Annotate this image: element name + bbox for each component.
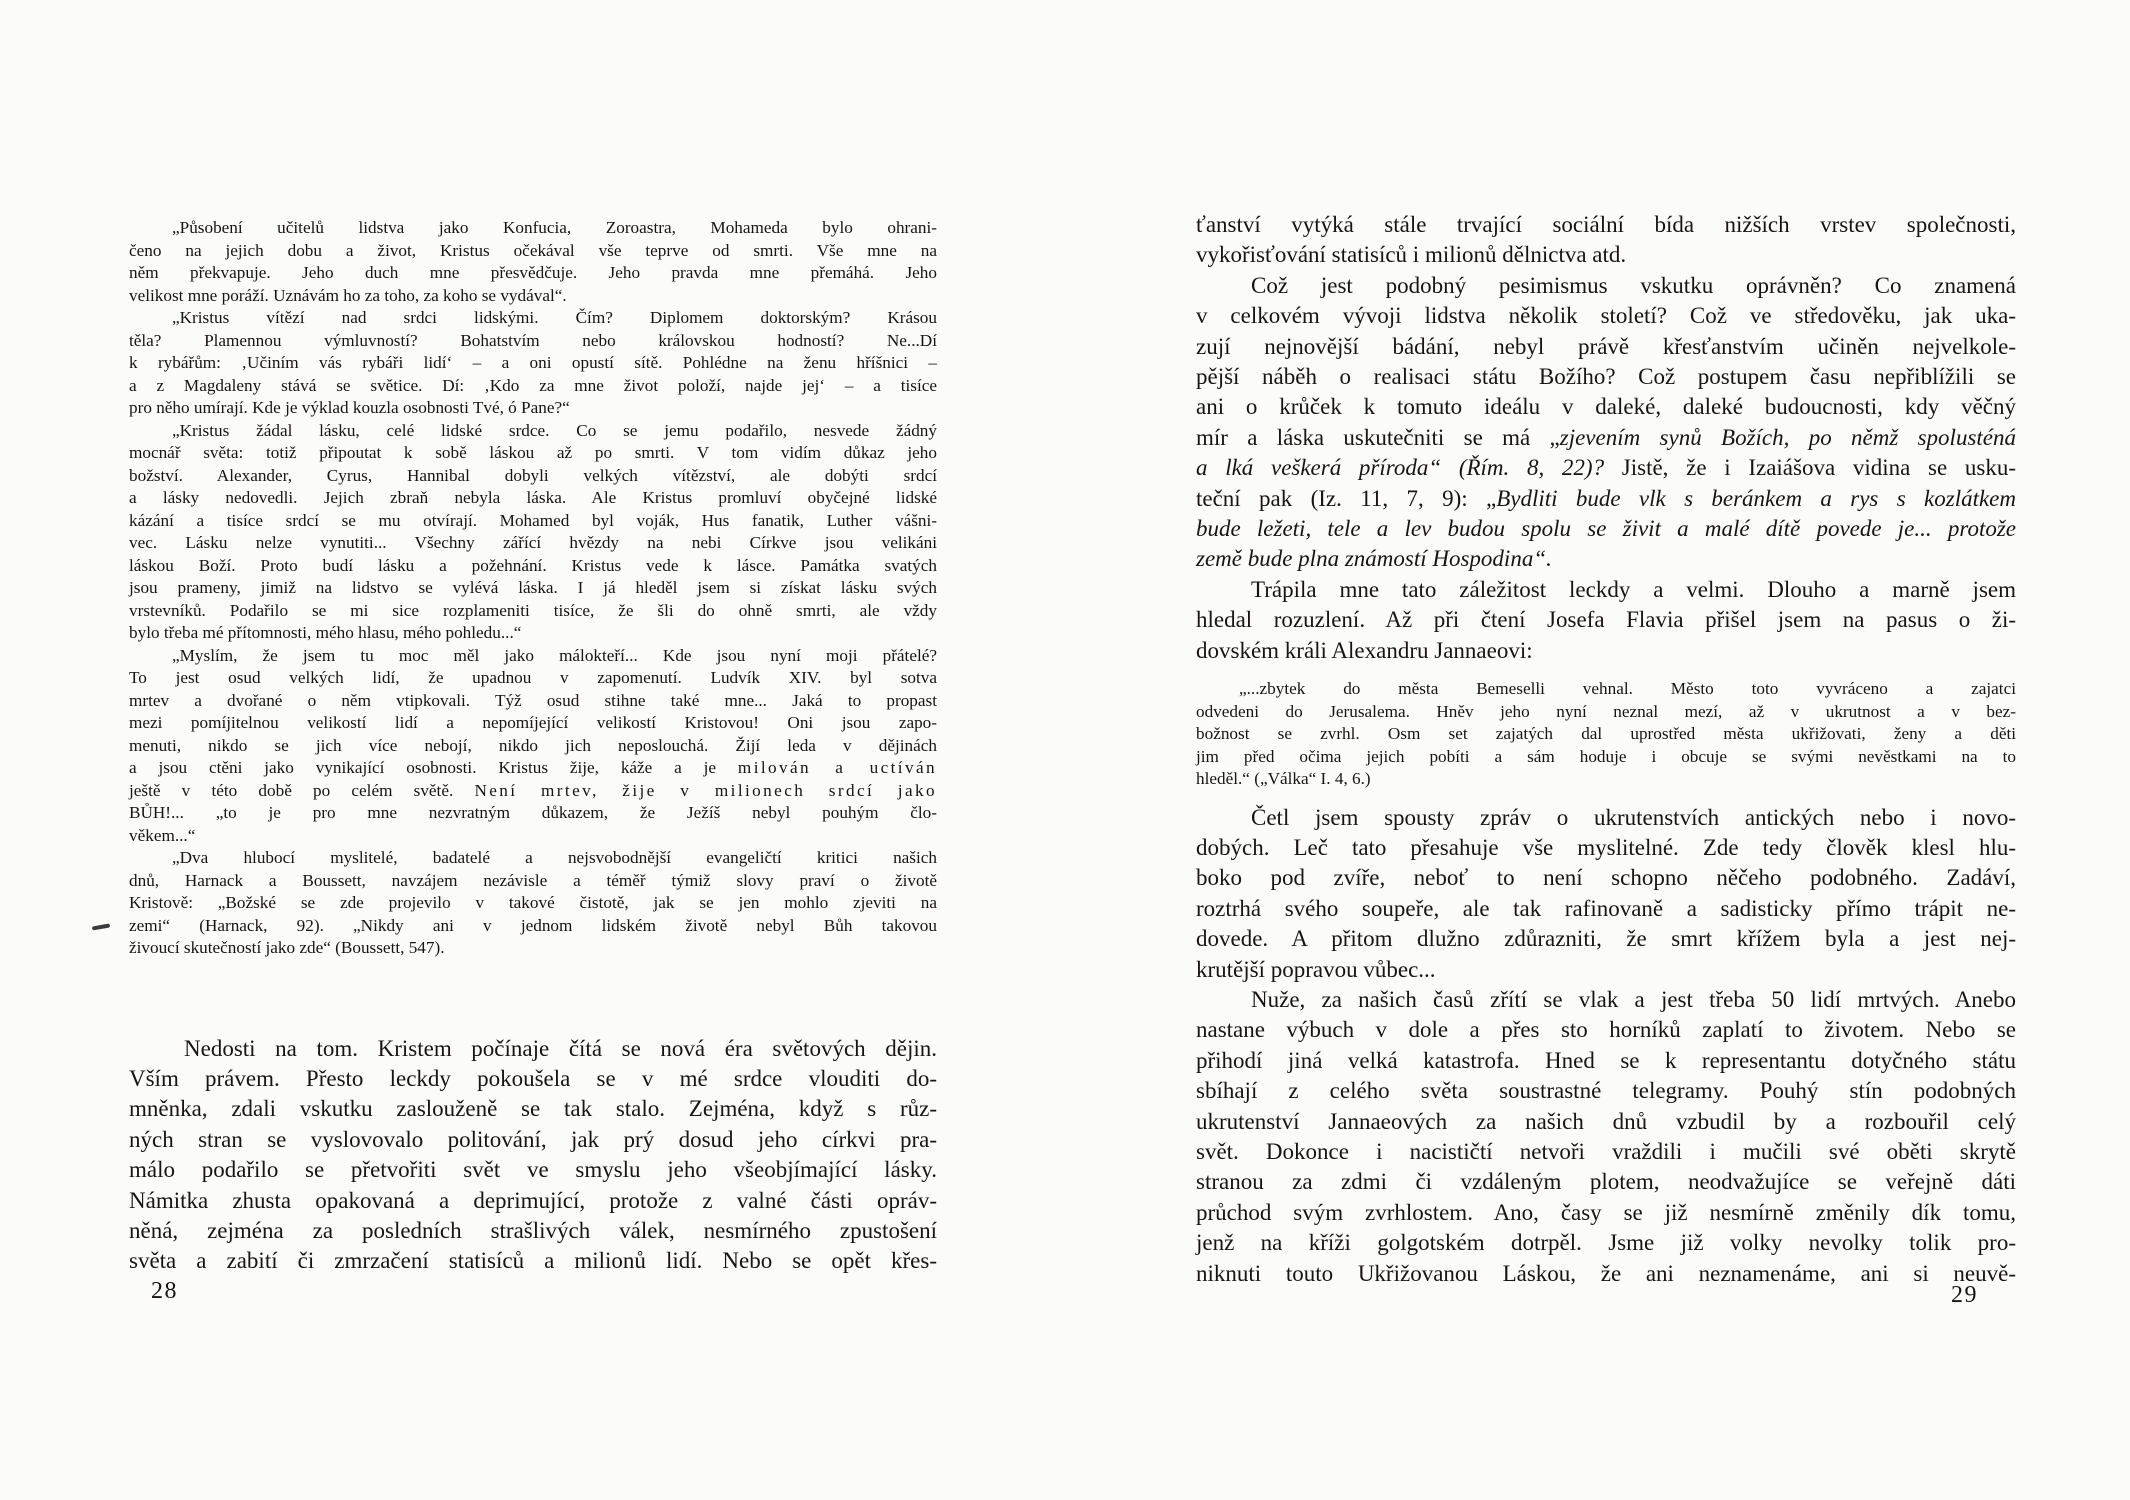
text-line: [1196, 392, 2016, 422]
text-line: [129, 645, 937, 668]
italic-text: země bude plna známostí Hospodina“.: [1196, 546, 1552, 572]
letterspaced-text: Není mrtev, žije v milionech srdcí jako: [474, 780, 937, 800]
text-segment: přihodí jiná velká katastrofa. Hned se k representantu dotyčného státu: [1196, 1047, 2016, 1073]
text-line: [129, 352, 937, 375]
text-segment: Kristově: „Božské se zde projevilo v takové čistotě, jak se jen mohlo zjeviti na: [129, 893, 937, 912]
text-line: [129, 915, 937, 938]
text-line: [129, 217, 937, 240]
text-line: [129, 1186, 937, 1216]
text-segment: vrstevníků. Podařilo se mi sice rozplameniti tisíce, že šli do ohně smrti, ale vždy: [129, 600, 937, 620]
text-segment: těla? Plamennou výmluvností? Bohatstvím nebo královskou hodností? Ne...Dí: [129, 330, 937, 350]
text-line: [129, 622, 937, 645]
text-line: [129, 532, 937, 555]
text-segment: zují nejnovější bádání, nebyl právě křesťanstvím učiněn nejvelkole-: [1196, 333, 2016, 359]
italic-text: zjevením synů Božích, po němž spolusténá: [1559, 424, 2016, 450]
text-segment: „Dva hlubocí myslitelé, badatelé a nejsvobodnější evangeličtí kritici našich: [172, 848, 937, 867]
text-segment: pro něho umírají. Kde je výklad kouzla osobnosti Tvé, ó Pane?“: [129, 398, 570, 417]
text-line: [129, 262, 937, 285]
text-line: [1196, 863, 2016, 893]
paragraph: [1196, 210, 2016, 271]
text-line: [1196, 210, 2016, 240]
text-segment: ukrutenství Jannaeových za našich dnů vzbudil by a rozbouřil celý: [1196, 1108, 2016, 1134]
page-number-right: 29: [1951, 1282, 1978, 1308]
paragraph: [129, 217, 937, 307]
text-line: [1196, 271, 2016, 301]
text-line: [129, 712, 937, 735]
text-segment: božnost se zvrhl. Osm set zajatých dal uprostřed města ukřižovati, ženy a děti: [1196, 724, 2016, 744]
text-segment: Nuže, za našich časů zřítí se vlak a jest třeba 50 lidí mrtvých. Anebo: [1251, 987, 2016, 1013]
page-number-left: 28: [151, 1278, 178, 1304]
text-line: [129, 600, 937, 623]
text-segment: „Působení učitelů lidstva jako Konfucia, Zoroastra, Mohameda bylo ohrani-: [172, 218, 937, 237]
text-line: [1196, 1259, 2016, 1289]
text-column-right: [1196, 210, 2016, 1289]
text-line: [129, 1155, 937, 1185]
text-line: [1196, 678, 2016, 701]
paragraph: [129, 847, 937, 960]
text-segment: „Kristus žádal lásku, celé lidské srdce. Co se jemu podařilo, nesvede žádný: [172, 420, 937, 440]
text-line: [1196, 924, 2016, 954]
text-line: [1196, 514, 2016, 544]
text-line: [1196, 453, 2016, 483]
italic-text: bude ležeti, tele a lev budou spolu se živit a malé dítě povede je... protože: [1196, 516, 2016, 542]
text-segment: ných stran se vyslovovalo politování, jak prý dosud jeho církvi pra-: [129, 1126, 937, 1152]
text-segment: Což jest podobný pesimismus vskutku oprávněn? Co znamená: [1251, 272, 2016, 298]
text-line: [129, 892, 937, 915]
text-line: [129, 802, 937, 825]
text-line: [129, 780, 937, 803]
letterspaced-text: milován a uctíván: [737, 758, 937, 777]
text-line: [1196, 746, 2016, 769]
text-line: [129, 1125, 937, 1155]
paragraph: [129, 420, 937, 645]
text-line: [129, 487, 937, 510]
text-segment: mněnka, zdali vskutku zaslouženě se tak stalo. Zejména, když s růz-: [129, 1096, 937, 1122]
text-line: [1196, 362, 2016, 392]
text-segment: k rybářům: ‚Učiním vás rybáři lidí‘ – a oni opustí sítě. Pohlédne na ženu hříšnici –: [129, 353, 937, 372]
text-line: [129, 442, 937, 465]
paragraph: [129, 645, 937, 848]
text-line: [129, 397, 937, 420]
text-line: [1196, 484, 2016, 514]
text-line: [129, 555, 937, 578]
text-segment: světa a zabití či zmrzačení statisíců a milionů lidí. Nebo se opět křes-: [129, 1248, 937, 1274]
text-segment: teční pak (Iz. 11, 7, 9): „: [1196, 485, 1497, 511]
text-line: [1196, 894, 2016, 924]
text-segment: živoucí skutečností jako zde“ (Boussett, 547).: [129, 938, 445, 957]
text-segment: dnů, Harnack a Boussett, navzájem nezávisle a téměř týmiž slovy praví o životě: [129, 870, 937, 890]
text-segment: dobých. Leč tato přesahuje vše myslitelné. Zde tedy člověk klesl hlu-: [1196, 835, 2016, 860]
text-line: [1196, 768, 2016, 791]
text-segment: mír a láska uskutečniti se má „: [1196, 424, 1560, 450]
text-segment: „Myslím, že jsem tu moc měl jako málokteří... Kde jsou nyní moji přátelé?: [172, 645, 937, 665]
text-segment: ani o krůček k tomuto ideálu v daleké, daleké budoucnosti, kdy věčný: [1196, 394, 2016, 420]
text-segment: Četl jsem spousty zpráv o ukrutenstvích antických nebo i novo-: [1251, 804, 2016, 830]
text-segment: velikost mne poráží. Uznávám ho za toho, za koho se vydával“.: [129, 285, 567, 305]
italic-text: a lká veškerá příroda“ (Řím. 8, 22)?: [1196, 455, 1622, 481]
text-line: [1196, 1107, 2016, 1137]
text-line: [1196, 1076, 2016, 1106]
text-segment: něm překvapuje. Jeho duch mne přesvědčuje. Jeho pravda mne přemáhá. Jeho: [129, 263, 937, 282]
text-segment: kázání a tisíce srdcí se mu otvírají. Mohamed byl voják, Hus fanatik, Luther vášni-: [129, 510, 937, 530]
text-line: [129, 240, 937, 263]
text-segment: vec. Lásku nelze vynutiti... Všechny zářící hvězdy na nebi Církve jsou velikáni: [129, 533, 937, 552]
text-line: [129, 870, 937, 893]
text-line: [129, 510, 937, 533]
text-segment: čeno na jejich dobu a život, Kristus očekával vše teprve od smrti. Vše mne na: [129, 240, 937, 260]
text-segment: božství. Alexander, Cyrus, Hannibal dobyli velkých vítězství, ale dobýti srdcí: [129, 465, 937, 485]
paragraph: [1196, 575, 2016, 666]
text-segment: stranou za zdmi či vzdáleným plotem, neodvažujíce se veřejně dáti: [1196, 1169, 2016, 1195]
text-line: [1196, 301, 2016, 331]
text-line: [129, 330, 937, 353]
text-line: [1196, 1046, 2016, 1076]
page-right: [1196, 210, 2016, 1289]
text-line: [129, 420, 937, 443]
text-segment: vykořisťování statisíců i milionů dělnictva atd.: [1196, 242, 1627, 268]
text-line: [1196, 803, 2016, 833]
text-segment: hledal rozuzlení. Až při čtení Josefa Flavia přišel jsem na pasus o ži-: [1196, 607, 2016, 633]
text-column-left: [129, 217, 937, 1277]
text-line: [1196, 1015, 2016, 1045]
text-segment: roztrhá svého soupeře, ale tak rafinovaně a sadisticky přímo trápit ne-: [1196, 895, 2016, 921]
text-segment: To jest osud velkých lidí, že upadnou v zapomenutí. Ludvík XIV. byl sotva: [129, 668, 937, 687]
text-line: [129, 847, 937, 870]
text-line: [1196, 544, 2016, 574]
text-segment: Vším právem. Přesto leckdy pokoušela se v mé srdce vlouditi do-: [129, 1065, 937, 1091]
margin-pencil-mark: [92, 923, 110, 930]
text-line: [1196, 605, 2016, 635]
text-line: [1196, 701, 2016, 724]
text-segment: Nedosti na tom. Kristem počínaje čítá se nová éra světových dějin.: [184, 1035, 937, 1061]
text-segment: niknuti touto Ukřižovanou Láskou, že ani neznamenáme, ani si neuvě-: [1196, 1260, 2016, 1286]
text-line: [129, 937, 937, 960]
text-segment: mrtev a dvořané o něm vtipkovali. Týž osud stihne také mne... Jaká to propast: [129, 690, 937, 710]
text-line: [1196, 1167, 2016, 1197]
text-line: [129, 375, 937, 398]
text-segment: krutější popravou vůbec...: [1196, 956, 1436, 982]
text-segment: ještě v této době po celém světě.: [129, 780, 475, 800]
text-line: [1196, 833, 2016, 863]
text-segment: Jistě, že i Izaiášova vidina se usku-: [1621, 455, 2016, 481]
paragraph: [1196, 803, 2016, 985]
text-segment: láskou Boží. Proto budí lásku a požehnání. Kristus vede k lásce. Památka svatých: [129, 555, 937, 575]
text-segment: „Kristus vítězí nad srdci lidskými. Čím? Diplomem doktorským? Krásou: [172, 308, 937, 327]
text-segment: něná, zejména za posledních strašlivých válek, nesmírného zpustošení: [129, 1217, 937, 1243]
text-segment: v celkovém vývoji lidstva několik století? Což ve středověku, jak uka-: [1196, 303, 2016, 329]
paragraph: [1196, 985, 2016, 1289]
text-line: [129, 667, 937, 690]
text-segment: nastane výbuch v dole a přes sto horníků zaplatí to životem. Nebo se: [1196, 1017, 2016, 1043]
text-segment: jenž na kříži golgotském dotrpěl. Jsme již volky nevolky tolik pro-: [1196, 1230, 2016, 1256]
text-segment: málo podařilo se přetvořiti svět ve smyslu jeho všeobjímající lásky.: [129, 1157, 937, 1183]
text-segment: dovede. A přitom dlužno zdůrazniti, že smrt křížem byla a jest nej-: [1196, 926, 2016, 952]
text-line: [129, 825, 937, 848]
text-segment: Námitka zhusta opakovaná a deprimující, protože z valné části opráv-: [129, 1187, 937, 1213]
text-line: [1196, 636, 2016, 666]
text-line: [1196, 332, 2016, 362]
text-segment: hleděl.“ („Válka“ I. 4, 6.): [1196, 769, 1371, 789]
text-segment: a z Magdaleny stává se světice. Dí: ‚Kdo za mne život položí, najde jej‘ – a tisíce: [129, 375, 937, 395]
text-line: [1196, 985, 2016, 1015]
text-line: [129, 735, 937, 758]
text-segment: a lásky nedovedli. Jejich zbraň nebyla láska. Ale Kristus promluví obyčejné lidské: [129, 488, 937, 507]
text-segment: svět. Dokonce i nacističtí netvoři vraždili i mučili své oběti skrytě: [1196, 1139, 2016, 1165]
text-segment: Trápila mne tato záležitost leckdy a velmi. Dlouho a marně jsem: [1251, 576, 2016, 602]
text-line: [1196, 723, 2016, 746]
paragraph: [1196, 271, 2016, 575]
text-line: [1196, 575, 2016, 605]
text-line: [129, 577, 937, 600]
text-segment: bylo třeba mé přítomnosti, mého hlasu, mého pohledu...“: [129, 623, 522, 642]
text-line: [129, 1246, 937, 1276]
text-segment: boko pod zvíře, neboť to není schopno něčeho podobného. Zadáví,: [1196, 865, 2016, 891]
text-segment: pější náběh o realisaci státu Božího? Což postupem času nepřiblížili se: [1196, 364, 2016, 390]
text-segment: a jsou ctěni jako vynikající osobnosti. Kristus žije, káže a je: [129, 758, 738, 777]
paragraph: [129, 1034, 937, 1277]
paragraph: [1196, 678, 2016, 791]
text-line: [129, 1094, 937, 1124]
italic-text: Bydliti bude vlk s beránkem a rys s kozlátkem: [1496, 485, 2017, 511]
text-segment: BŮH!... „to je pro mne nezvratným důkazem, že Ježíš nebyl pouhým člo-: [129, 803, 937, 822]
text-line: [1196, 955, 2016, 985]
text-line: [129, 1064, 937, 1094]
page-left: [129, 217, 937, 1277]
text-segment: věkem...“: [129, 825, 196, 845]
text-segment: dovském králi Alexandru Jannaeovi:: [1196, 637, 1533, 663]
text-segment: sbíhají z celého světa soustrastné telegramy. Pouhý stín podobných: [1196, 1078, 2016, 1104]
text-segment: menuti, nikdo se jich více nebojí, nikdo jich neposlouchá. Žijí leda v dějinách: [129, 735, 937, 755]
text-line: [129, 1034, 937, 1064]
text-segment: jim před očima jejich pobíti a sám hoduje i obcuje se svými nevěstkami na to: [1196, 746, 2016, 766]
text-line: [129, 690, 937, 713]
text-segment: jsou prameny, jimiž na lidstvo se vylévá láska. I já hleděl jsem si získat lásku svých: [129, 578, 937, 597]
text-line: [1196, 1228, 2016, 1258]
text-line: [129, 757, 937, 780]
text-segment: ťanství vytýká stále trvající sociální bída nižších vrstev společnosti,: [1196, 212, 2016, 237]
text-line: [1196, 423, 2016, 453]
text-segment: mezi pomíjitelnou velikostí lidí a nepomíjející velikostí Kristovou! Oni jsou zapo-: [129, 713, 937, 732]
text-line: [1196, 240, 2016, 270]
text-line: [129, 1216, 937, 1246]
text-line: [129, 465, 937, 488]
text-segment: „...zbytek do města Bemeselli vehnal. Město toto vyvráceno a zajatci: [1239, 679, 2016, 699]
text-line: [1196, 1137, 2016, 1167]
text-segment: odvedeni do Jerusalema. Hněv jeho nyní neznal mezí, až v ukrutnost a v bez-: [1196, 701, 2016, 721]
text-segment: zemi“ (Harnack, 92). „Nikdy ani v jednom lidském životě nebyl Bůh takovou: [129, 915, 937, 935]
text-segment: průchod svým zvrhlostem. Ano, časy se již nesmírně změnily dík tomu,: [1196, 1199, 2016, 1225]
text-line: [129, 307, 937, 330]
text-segment: mocnář světa: totiž připoutat k sobě láskou až po smrti. V tom vidím důkaz jeho: [129, 443, 937, 462]
paragraph: [129, 307, 937, 420]
text-line: [1196, 1198, 2016, 1228]
text-line: [129, 285, 937, 308]
